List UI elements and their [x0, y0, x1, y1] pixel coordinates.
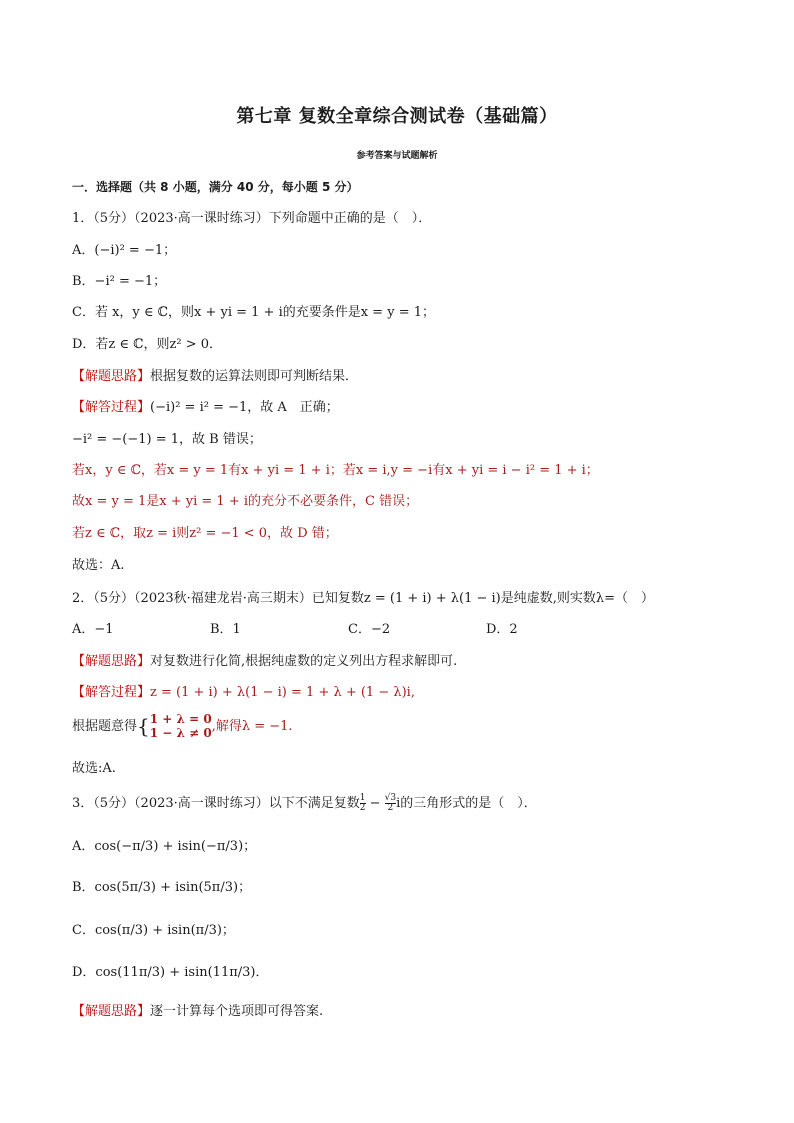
q1-option-a: A．(−i)² = −1；: [72, 243, 177, 258]
q3-option-d: D．cos(11π/3) + isin(11π/3)．: [72, 965, 269, 980]
q1-option-c: C．若 x，y ∈ ℂ，则x + yi = 1 + i的充要条件是x = y = 1；: [72, 305, 435, 320]
page-subtitle: 参考答案与试题解析: [356, 151, 438, 161]
equation-1: 1 + λ = 0: [149, 712, 212, 726]
lead-text: 根据题意得: [72, 718, 138, 734]
q3-option-c: C．cos(π/3) + isin(π/3)；: [72, 923, 235, 938]
fraction-2: $\frac{√3}{2}$: [384, 793, 397, 813]
equation-2: 1 − λ ≠ 0: [149, 726, 212, 740]
q2-option-c: C．−2: [348, 622, 391, 637]
q1-process-4: 故x = y = 1是x + yi = 1 + i的充分不必要条件，C 错误；: [72, 494, 419, 509]
q3-idea: [72, 1003, 323, 1021]
q1-option-d: D．若z ∈ ℂ，则z² > 0．: [72, 337, 222, 352]
q3-option-a: A．cos(−π/3) + isin(−π/3)；: [72, 839, 257, 854]
process-text: z = (1 + i) + λ(1 − i) = 1 + λ + (1 − λ)i,: [150, 685, 415, 700]
q1-answer: 故选：A.: [72, 558, 125, 573]
q2-process-2: [72, 711, 293, 741]
q1-option-b: B．−i² = −1；: [72, 274, 167, 289]
solution-text: ,解得λ = −1.: [211, 718, 293, 734]
idea-text: 逐一计算每个选项即可得答案.: [150, 1004, 324, 1019]
q1-idea: [72, 368, 358, 386]
idea-tag: 【解题思路】: [72, 654, 151, 669]
q2-answer: 故选:A.: [72, 761, 116, 776]
idea-text: 根据复数的运算法则即可判断结果．: [150, 369, 359, 384]
q1-process-5: 若z ∈ ℂ，取z = i则z² = −1 < 0，故 D 错；: [72, 526, 338, 541]
q1-process-2: −i² = −(−1) = 1，故 B 错误；: [72, 432, 262, 447]
left-brace: {: [137, 714, 150, 738]
q1-stem: 1．（5分）（2023·高一课时练习）下列命题中正确的是（ ）．: [72, 211, 432, 226]
q3-stem: [72, 794, 537, 813]
q3-option-b: B．cos(5π/3) + isin(5π/3)；: [72, 880, 252, 895]
fraction-1: $\frac{1}{2}$: [359, 793, 366, 813]
page-title: 第七章 复数全章综合测试卷（基础篇）: [236, 106, 558, 127]
q3-stem-b: i的三角形式的是（ ）．: [396, 796, 537, 811]
equation-system: [150, 712, 212, 740]
section-heading: 一．选择题（共 8 小题，满分 40 分，每小题 5 分）: [72, 180, 359, 194]
process-text: (−i)² = i² = −1，故 A 正确；: [150, 400, 339, 415]
q2-stem: 2．（5分）（2023秋·福建龙岩·高三期末）已知复数z = (1 + i) + λ(1 − i)是纯虚数,则实数λ=（ ）: [72, 591, 655, 606]
q1-process-1: [72, 399, 339, 417]
q2-option-a: A．−1: [72, 622, 114, 637]
q2-option-d: D．2: [486, 622, 518, 637]
idea-tag: 【解题思路】: [72, 1004, 151, 1019]
q1-process-3: 若x，y ∈ ℂ，若x = y = 1有x + yi = 1 + i；若x = i,y = −i有x + yi = i − i² = 1 + i；: [72, 463, 599, 478]
q2-process-1: [72, 684, 415, 702]
idea-text: 对复数进行化简,根据纯虚数的定义列出方程求解即可.: [150, 654, 458, 669]
q3-stem-a: 3．（5分）（2023·高一课时练习）以下不满足复数: [72, 796, 360, 811]
q2-idea: [72, 653, 457, 671]
process-tag: 【解答过程】: [72, 400, 151, 415]
minus: −: [365, 796, 385, 811]
q2-options: [72, 621, 624, 639]
idea-tag: 【解题思路】: [72, 369, 151, 384]
q2-option-b: B．1: [210, 622, 241, 637]
process-tag: 【解答过程】: [72, 685, 151, 700]
